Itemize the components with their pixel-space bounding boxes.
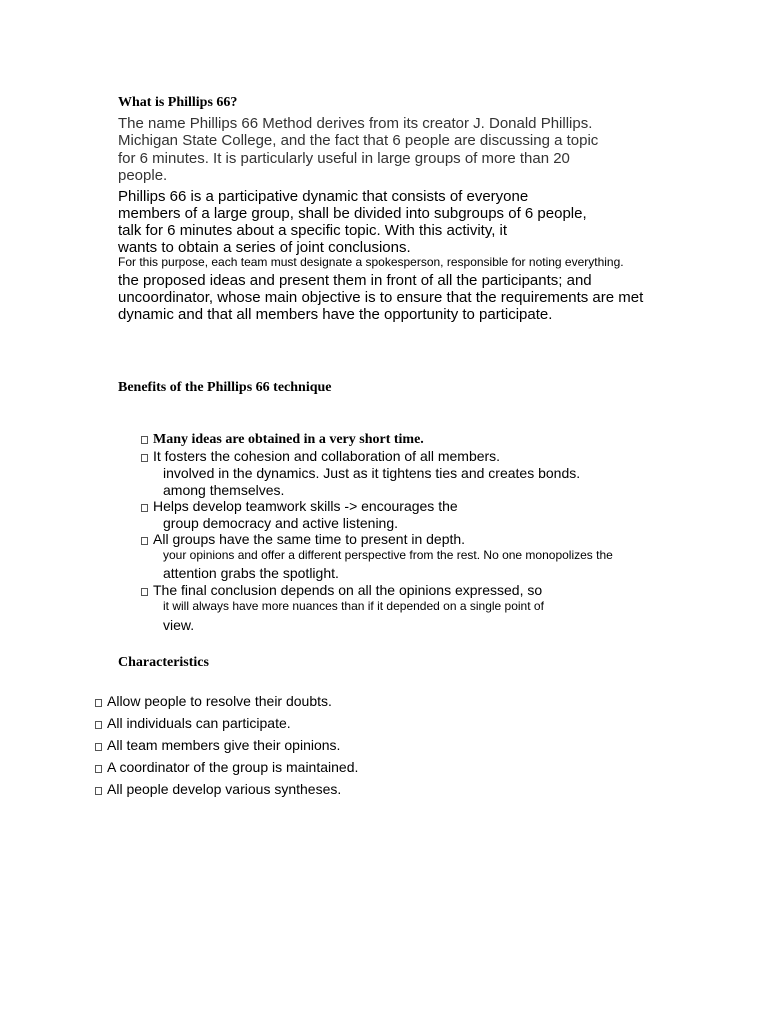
list-item	[141, 532, 465, 546]
square-bullet-icon	[95, 743, 102, 751]
list-item-continuation: it will always have more nuances than if it depended on a single point of	[163, 599, 544, 613]
list-item	[141, 499, 458, 513]
paragraph-line: dynamic and that all members have the opportunity to participate.	[118, 306, 553, 323]
list-item-text: Helps develop teamwork skills -> encourages the	[153, 498, 458, 514]
list-item-text: It fosters the cohesion and collaboration of all members.	[153, 448, 501, 464]
square-bullet-icon	[141, 436, 148, 444]
square-bullet-icon	[141, 588, 148, 596]
paragraph-line: The name Phillips 66 Method derives from its creator J. Donald Phillips.	[118, 115, 593, 132]
list-item-continuation: attention grabs the spotlight.	[163, 565, 339, 581]
list-item-text: All people develop various syntheses.	[107, 781, 342, 797]
paragraph-line: the proposed ideas and present them in front of all the participants; and	[118, 272, 592, 289]
section-title-benefits: Benefits of the Phillips 66 technique	[118, 380, 332, 395]
list-item-text: A coordinator of the group is maintained.	[107, 759, 359, 775]
square-bullet-icon	[141, 454, 148, 462]
list-item-text: All individuals can participate.	[107, 715, 291, 731]
square-bullet-icon	[95, 787, 102, 795]
list-item	[95, 694, 332, 708]
square-bullet-icon	[95, 765, 102, 773]
list-item	[95, 782, 341, 796]
square-bullet-icon	[95, 721, 102, 729]
section-title-characteristics: Characteristics	[118, 655, 209, 670]
paragraph-line: Michigan State College, and the fact that 6 people are discussing a topic	[118, 132, 599, 149]
paragraph-line: talk for 6 minutes about a specific topic. With this activity, it	[118, 222, 508, 239]
list-item-text: All team members give their opinions.	[107, 737, 341, 753]
list-item	[141, 449, 500, 463]
paragraph-line: people.	[118, 167, 168, 184]
square-bullet-icon	[95, 699, 102, 707]
paragraph-line: uncoordinator, whose main objective is to ensure that the requirements are met	[118, 289, 644, 306]
list-item-text: Allow people to resolve their doubts.	[107, 693, 332, 709]
paragraph-line: wants to obtain a series of joint conclusions.	[118, 239, 411, 256]
section-title-what-is: What is Phillips 66?	[118, 95, 238, 110]
paragraph-line: members of a large group, shall be divided into subgroups of 6 people,	[118, 205, 587, 222]
square-bullet-icon	[141, 537, 148, 545]
list-item	[95, 716, 291, 730]
list-item	[141, 433, 424, 447]
paragraph-line: Phillips 66 is a participative dynamic that consists of everyone	[118, 188, 529, 205]
list-item-continuation: involved in the dynamics. Just as it tightens ties and creates bonds.	[163, 465, 581, 481]
list-item	[141, 583, 542, 597]
list-item	[95, 738, 340, 752]
list-item	[95, 760, 358, 774]
square-bullet-icon	[141, 504, 148, 512]
list-item-text: All groups have the same time to present in depth.	[153, 531, 466, 547]
list-item-continuation: view.	[163, 617, 195, 633]
list-item-continuation: your opinions and offer a different perspective from the rest. No one monopolizes the	[163, 548, 613, 562]
list-item-continuation: group democracy and active listening.	[163, 515, 399, 531]
list-item-text: Many ideas are obtained in a very short time.	[153, 432, 424, 447]
list-item-text: The final conclusion depends on all the opinions expressed, so	[153, 582, 543, 598]
paragraph-line: For this purpose, each team must designate a spokesperson, responsible for noting everything.	[118, 255, 624, 269]
paragraph-line: for 6 minutes. It is particularly useful in large groups of more than 20	[118, 150, 570, 167]
list-item-continuation: among themselves.	[163, 482, 285, 498]
